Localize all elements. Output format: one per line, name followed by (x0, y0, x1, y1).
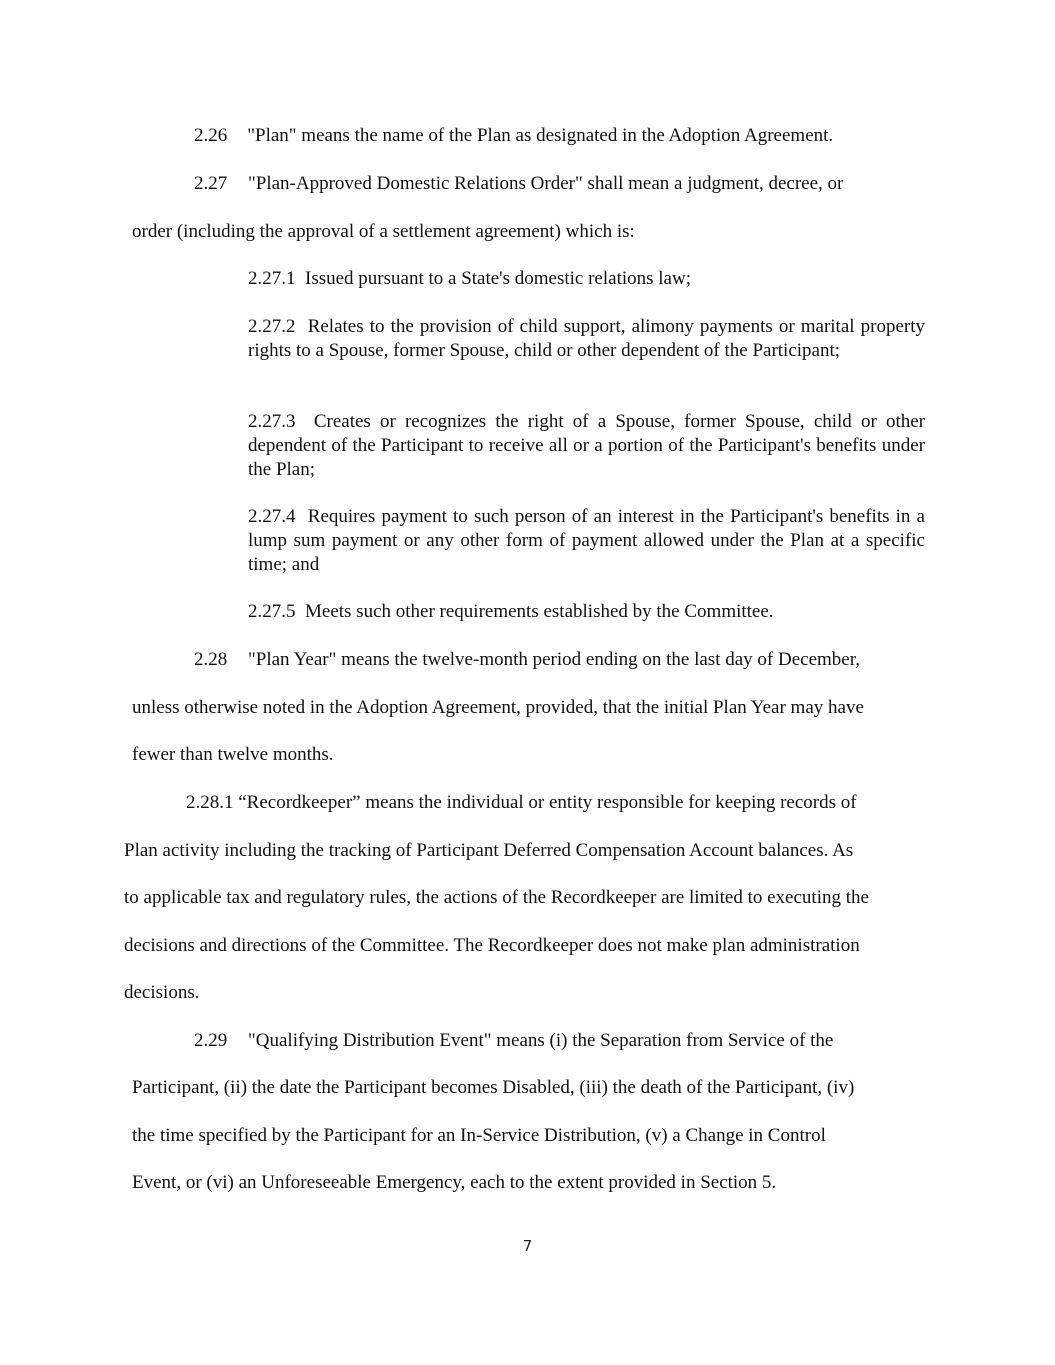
section-2-29-fourth-line: Event, or (vi) an Unforeseeable Emergency, each to the extent provided in Section 5. (132, 1172, 777, 1193)
section-2-29-third-line: the time specified by the Participant for an In-Service Distribution, (v) a Change in Control (132, 1125, 826, 1146)
section-2-28-second-line: unless otherwise noted in the Adoption Agreement, provided, that the initial Plan Year may have (132, 697, 864, 718)
subsection-number: 2.27.2 (248, 316, 296, 337)
section-number: 2.27 (194, 173, 228, 194)
section-2-29-second-line: Participant, (ii) the date the Participant becomes Disabled, (iii) the death of the Participant, (iv) (132, 1077, 855, 1098)
section-2-27-second-line: order (including the approval of a settlement agreement) which is: (132, 221, 635, 242)
subsection-2-27-4 (248, 505, 925, 577)
subsection-text: Issued pursuant to a State's domestic relations law; (305, 268, 691, 289)
subsection-2-27-5 (248, 600, 925, 624)
subsection-2-27-2 (248, 315, 925, 363)
section-number: 2.26 (194, 125, 228, 146)
section-2-28-first-line (194, 648, 925, 672)
section-2-28-1-fourth-line: decisions and directions of the Committee. The Recordkeeper does not make plan administration (124, 935, 860, 956)
page-number: 7 (522, 1237, 533, 1255)
subsection-number: 2.27.5 (248, 601, 296, 622)
section-text: "Plan-Approved Domestic Relations Order" shall mean a judgment, decree, or (248, 173, 844, 194)
section-2-28-1-first-line: 2.28.1 “Recordkeeper” means the individual or entity responsible for keeping records of (186, 792, 857, 813)
section-number: 2.28 (194, 649, 228, 670)
subsection-text: Relates to the provision of child support, alimony payments or marital property rights to a Spouse, former Spouse, child or other dependent of the Participant; (248, 316, 926, 361)
subsection-2-27-3 (248, 410, 925, 482)
section-2-29-first-line (194, 1029, 925, 1053)
subsection-number: 2.27.4 (248, 506, 296, 527)
subsection-2-27-1 (248, 267, 925, 291)
section-2-28-1-third-line: to applicable tax and regulatory rules, the actions of the Recordkeeper are limited to executing the (124, 887, 869, 908)
subsection-text: Meets such other requirements established by the Committee. (305, 601, 774, 622)
section-2-28-third-line: fewer than twelve months. (132, 744, 334, 765)
section-text: "Qualifying Distribution Event" means (i) the Separation from Service of the (248, 1030, 834, 1051)
subsection-number: 2.27.1 (248, 268, 296, 289)
section-text: "Plan" means the name of the Plan as designated in the Adoption Agreement. (247, 125, 834, 146)
section-text: "Plan Year" means the twelve-month period ending on the last day of December, (248, 649, 861, 670)
subsection-number: 2.27.3 (248, 411, 296, 432)
section-number: 2.29 (194, 1030, 228, 1051)
subsection-text: Requires payment to such person of an interest in the Participant's benefits in a lump sum payment or any other form of payment allowed under the Plan at a specific time; and (248, 506, 925, 575)
section-2-26 (194, 124, 833, 148)
section-2-28-1-fifth-line: decisions. (124, 982, 200, 1003)
section-2-28-1-second-line: Plan activity including the tracking of Participant Deferred Compensation Account balances. As (124, 840, 854, 861)
subsection-text: Creates or recognizes the right of a Spouse, former Spouse, child or other dependent of the Participant to receive all or a portion of the Participant's benefits under the Plan; (248, 411, 925, 480)
section-2-27-first-line (194, 172, 925, 196)
